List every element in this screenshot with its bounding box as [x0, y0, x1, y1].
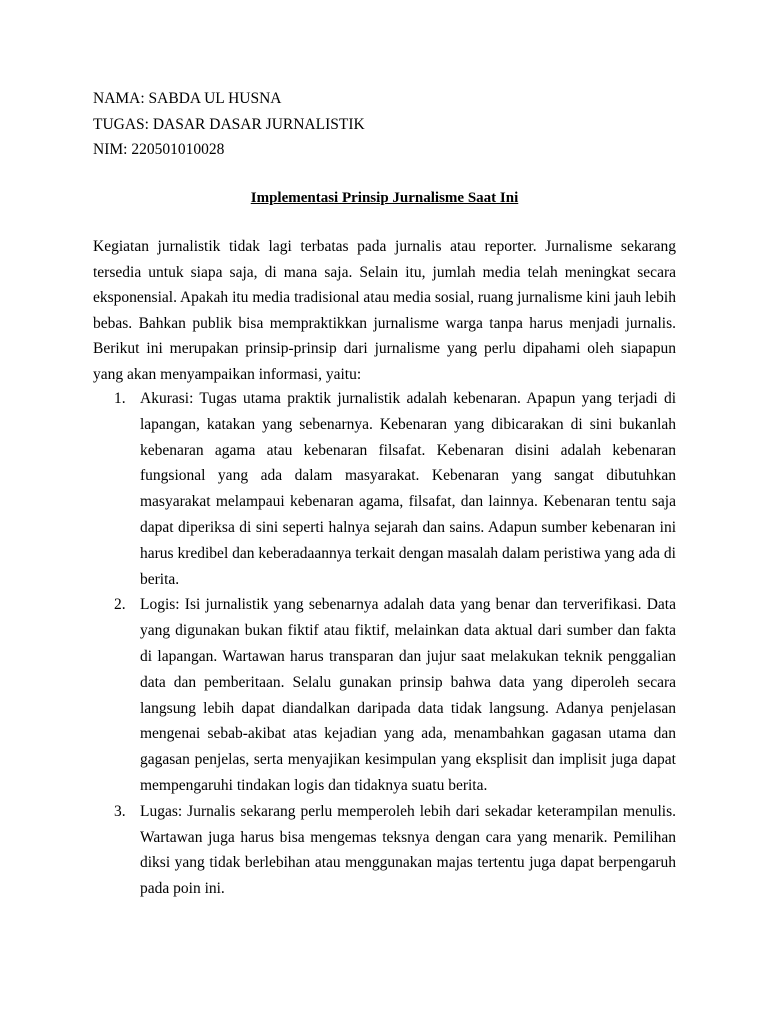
- list-item-number: 1.: [114, 390, 126, 407]
- student-info: [93, 86, 693, 163]
- assignment-name: TUGAS: DASAR DASAR JURNALISTIK: [93, 115, 365, 133]
- list-item-text: Logis: Isi jurnalistik yang sebenarnya adalah data yang benar dan terverifikasi. Data yang digunakan bukan fiktif atau fiktif, melainkan data aktual dari sumber dan fakta di lapangan. Wartawan harus transparan dan jujur saat melakukan teknik penggalian data dan pemberitaan. Selalu gunakan prinsip bahwa data yang diperoleh secara langsung lebih dapat diandalkan daripada data tidak langsung. Adanya penjelasan mengenai sebab-akibat atas kejadian yang ada, menambahkan gagasan utama dan gagasan penjelas, serta menyajikan kesimpulan yang eksplisit dan implisit juga dapat mempengaruhi tindakan logis dan tidaknya suatu berita.: [140, 596, 676, 794]
- student-name: NAMA: SABDA UL HUSNA: [93, 90, 282, 107]
- list-item-text: Lugas: Jurnalis sekarang perlu memperoleh lebih dari sekadar keterampilan menulis. Wartawan juga harus bisa mengemas teksnya dengan cara yang menarik. Pemilihan diksi yang tidak berlebihan atau menggunakan majas tertentu juga dapat berpengaruh pada poin ini.: [140, 802, 676, 898]
- principles-list: [93, 386, 676, 902]
- list-item: [93, 799, 676, 902]
- list-item-text: Akurasi: Tugas utama praktik jurnalistik adalah kebenaran. Apapun yang terjadi di lapangan, katakan yang sebenarnya. Kebenaran yang dibicarakan di sini bukanlah kebenaran agama atau kebenaran filsafat. Kebenaran disini adalah kebenaran fungsional yang ada dalam masyarakat. Kebenaran yang sangat dibutuhkan masyarakat melampaui kebenaran agama, filsafat, dan lainnya. Kebenaran tentu saja dapat diperiksa di sini seperti halnya sejarah dan sains. Adapun sumber kebenaran ini harus kredibel dan keberadaannya terkait dengan masalah dalam peristiwa yang ada di berita.: [140, 390, 676, 588]
- student-id: NIM: 220501010028: [93, 141, 225, 158]
- list-item-number: 2.: [114, 596, 126, 614]
- list-item: [93, 386, 676, 592]
- list-item: [93, 592, 676, 798]
- list-item-number: 3.: [114, 802, 126, 820]
- document-title: Implementasi Prinsip Jurnalisme Saat Ini: [250, 190, 519, 206]
- intro-paragraph: Kegiatan jurnalistik tidak lagi terbatas pada jurnalis atau reporter. Jurnalisme sekarang tersedia untuk siapa saja, di mana saja. Selain itu, jumlah media telah meningkat secara eksponensial. Apakah itu media tradisional atau media sosial, ruang jurnalisme kini jauh lebih bebas. Bahkan publik bisa mempraktikkan jurnalisme warga tanpa harus menjadi jurnalis. Berikut ini merupakan prinsip-prinsip dari jurnalisme yang perlu dipahami oleh siapapun yang akan menyampaikan informasi, yaitu:: [93, 238, 676, 383]
